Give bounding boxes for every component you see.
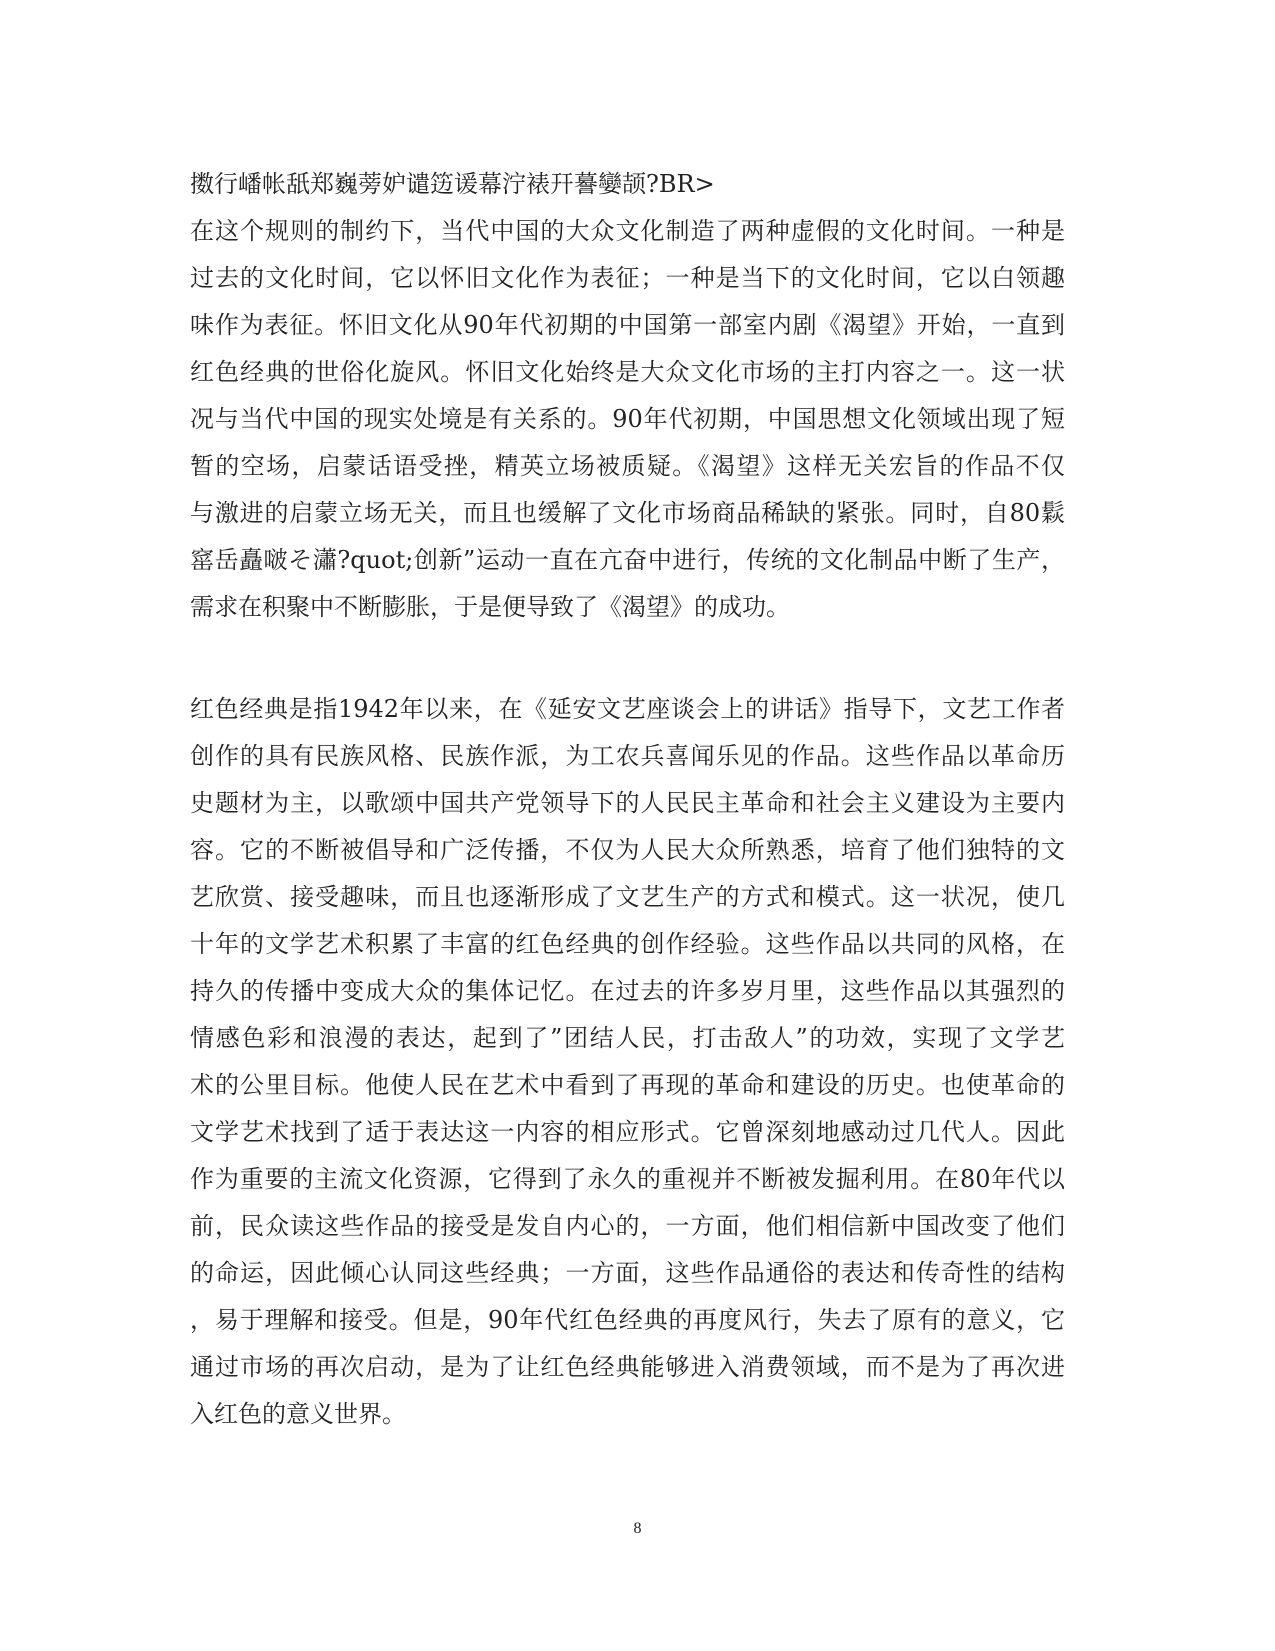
text-line: 入红色的意义世界。 [190,1400,406,1428]
text-line: 作为重要的主流文化资源，它得到了永久的重视并不断被发掘利用。在80年代以 [190,1165,1065,1193]
text-line: 通过市场的再次启动，是为了让红色经典能够进入消费领域，而不是为了再次进 [190,1353,1065,1381]
text-line: 创作的具有民族风格、民族作派，为工农兵喜闻乐见的作品。这些作品以革命历 [190,742,1065,770]
page-number: 8 [633,1520,642,1537]
text-line: 与激进的启蒙立场无关，而且也缓解了文化市场商品稀缺的紧张。同时，自80鬏 [190,499,1065,527]
text-line: 前，民众读这些作品的接受是发自内心的，一方面，他们相信新中国改变了他们 [190,1212,1065,1240]
text-line: 需求在积聚中不断膨胀，于是便导致了《渴望》的成功。 [190,593,790,621]
text-line: 史题材为主，以歌颂中国共产党领导下的人民民主革命和社会主义建设为主要内 [190,789,1065,817]
text-line: 暂的空场，启蒙话语受挫，精英立场被质疑。《渴望》这样无关宏旨的作品不仅 [190,452,1065,480]
text-line: 窰岳矗啵そ瀟?quot;创新”运动一直在亢奋中进行，传统的文化制品中断了生产， [190,546,1065,574]
text-line: 十年的文学艺术积累了丰富的红色经典的创作经验。这些作品以共同的风格，在 [190,930,1065,958]
text-line: 在这个规则的制约下，当代中国的大众文化制造了两种虚假的文化时间。一种是 [190,217,1065,245]
text-line: 艺欣赏、接受趣味，而且也逐渐形成了文艺生产的方式和模式。这一状况，使几 [190,883,1065,911]
text-line: 擞行嶓帐舐郑巍蒡妒谴笾谖幕泞裱幵謩孌颉?BR> [190,170,715,198]
paragraph-red-classics [190,686,1065,1438]
text-line: 文学艺术找到了适于表达这一内容的相应形式。它曾深刻地感动过几代人。因此 [190,1118,1065,1146]
text-line: 持久的传播中变成大众的集体记忆。在过去的许多岁月里，这些作品以其强烈的 [190,977,1065,1005]
text-line: 红色经典是指1942年以来，在《延安文艺座谈会上的讲话》指导下，文艺工作者 [190,695,1065,723]
text-line: 术的公里目标。他使人民在艺术中看到了再现的革命和建设的历史。也使革命的 [190,1071,1065,1099]
text-line: 红色经典的世俗化旋风。怀旧文化始终是大众文化市场的主打内容之一。这一状 [190,358,1065,386]
text-line: 过去的文化时间，它以怀旧文化作为表征；一种是当下的文化时间，它以白领趣 [190,264,1065,292]
text-line: 况与当代中国的现实处境是有关系的。90年代初期，中国思想文化领域出现了短 [190,405,1065,433]
paragraph-nostalgia-culture [190,161,1065,631]
text-line: 味作为表征。怀旧文化从90年代初期的中国第一部室内剧《渴望》开始，一直到 [190,311,1065,339]
text-line: ，易于理解和接受。但是，90年代红色经典的再度风行，失去了原有的意义，它 [190,1306,1065,1334]
text-line: 的命运，因此倾心认同这些经典；一方面，这些作品通俗的表达和传奇性的结构 [190,1259,1065,1287]
text-line: 情感色彩和浪漫的表达，起到了”团结人民，打击敌人”的功效，实现了文学艺 [190,1024,1065,1052]
text-line: 容。它的不断被倡导和广泛传播，不仅为人民大众所熟悉，培育了他们独特的文 [190,836,1065,864]
